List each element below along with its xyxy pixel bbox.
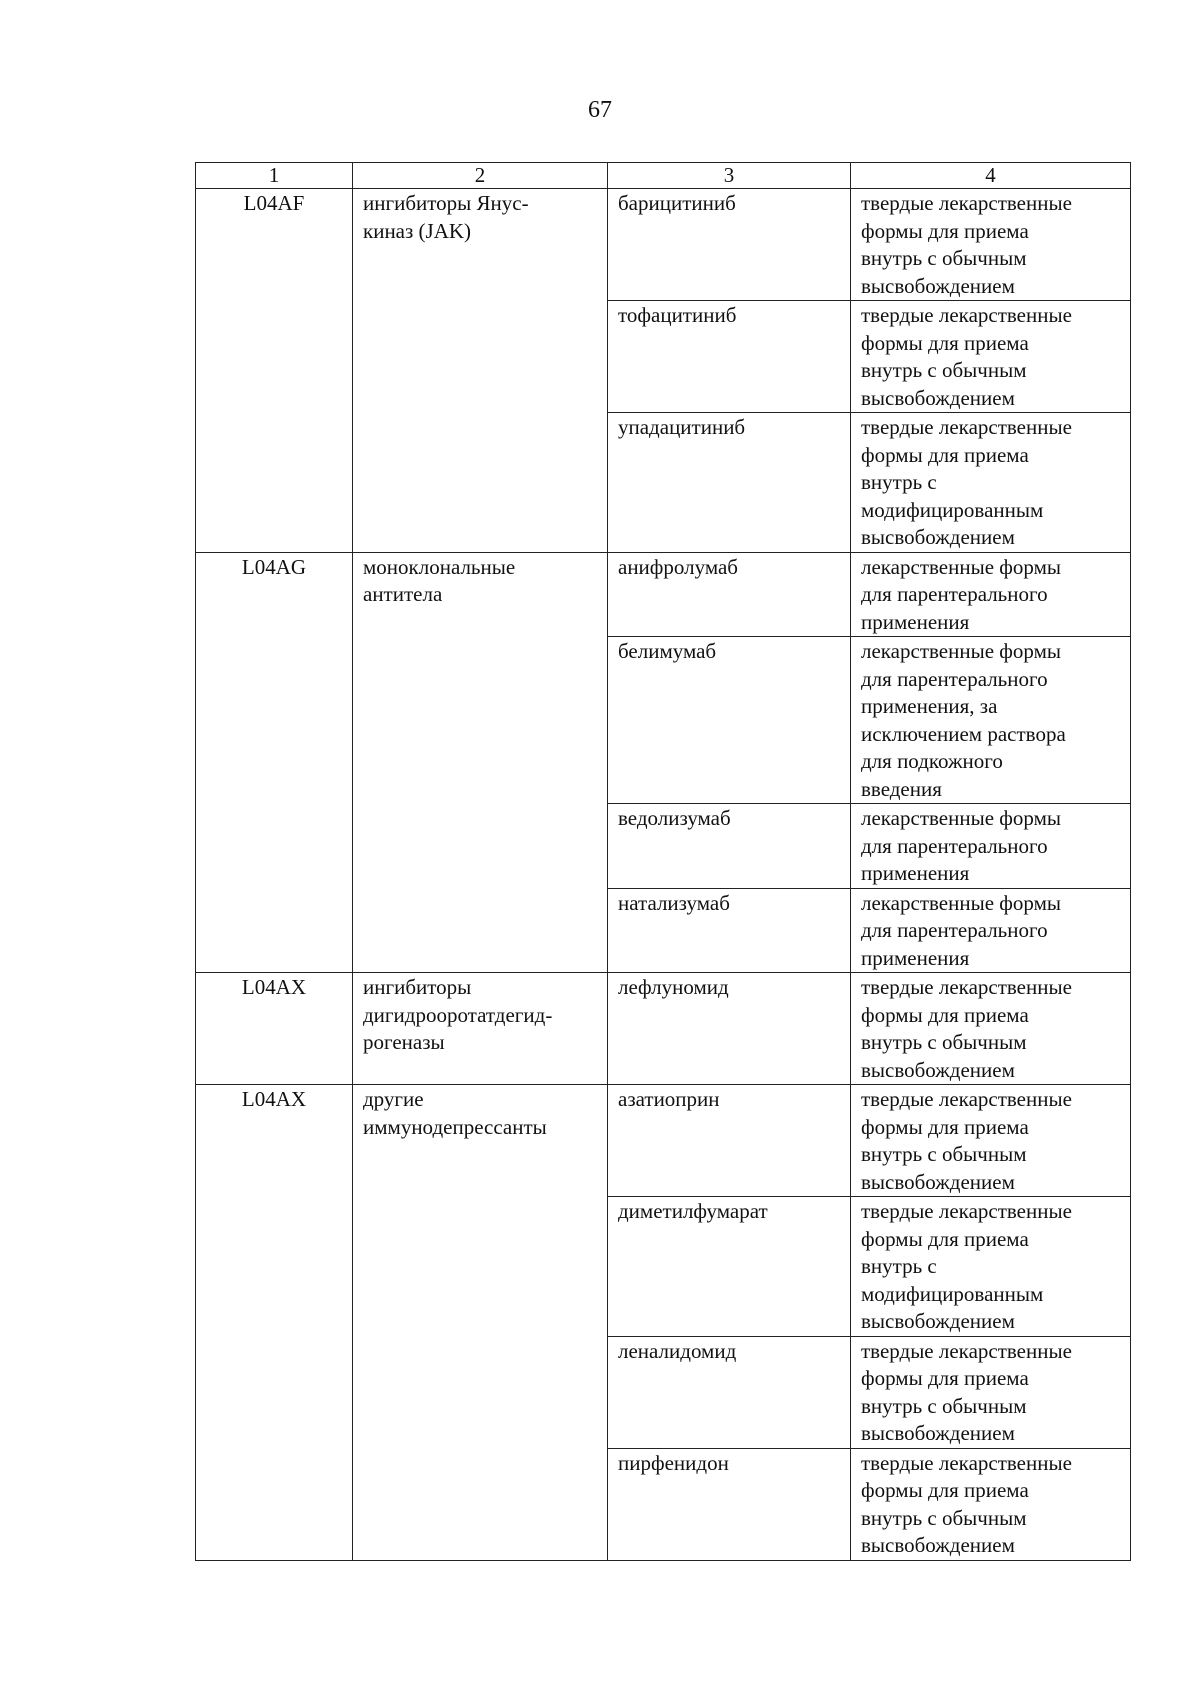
table-row [196, 552, 1131, 637]
dosage-form-cell: твердые лекарственные формы для приема внутрь с обычным высвобождением [851, 1448, 1131, 1560]
header-row [196, 163, 1131, 189]
dosage-form-cell: лекарственные формы для парентерального применения, за исключением раствора для подкожного введения [851, 637, 1131, 804]
drug-name-cell: анифролумаб [608, 552, 851, 637]
atc-code-cell: L04AX [196, 973, 353, 1085]
drug-name-cell: упадацитиниб [608, 413, 851, 553]
group-name-cell: ингибиторы дигидрооротатдегид- рогеназы [353, 973, 608, 1085]
atc-code-cell: L04AX [196, 1085, 353, 1561]
group-name-cell: моноклональные антитела [353, 552, 608, 973]
page-number: 67 [588, 97, 612, 123]
drug-name-cell: тофацитиниб [608, 301, 851, 413]
column-header: 2 [353, 163, 608, 189]
column-header: 4 [851, 163, 1131, 189]
drug-name-cell: леналидомид [608, 1336, 851, 1448]
column-header: 3 [608, 163, 851, 189]
table-row [196, 1085, 1131, 1197]
dosage-form-cell: твердые лекарственные формы для приема внутрь с обычным высвобождением [851, 301, 1131, 413]
dosage-form-cell: твердые лекарственные формы для приема внутрь с обычным высвобождением [851, 189, 1131, 301]
drug-name-cell: лефлуномид [608, 973, 851, 1085]
drug-name-cell: белимумаб [608, 637, 851, 804]
dosage-form-cell: твердые лекарственные формы для приема внутрь с обычным высвобождением [851, 1336, 1131, 1448]
dosage-form-cell: твердые лекарственные формы для приема внутрь с модифицированным высвобождением [851, 1197, 1131, 1337]
drug-table [195, 162, 1131, 1561]
group-name-cell: другие иммунодепрессанты [353, 1085, 608, 1561]
dosage-form-cell: твердые лекарственные формы для приема внутрь с обычным высвобождением [851, 973, 1131, 1085]
drug-name-cell: ведолизумаб [608, 804, 851, 889]
drug-name-cell: азатиоприн [608, 1085, 851, 1197]
table-row [196, 973, 1131, 1085]
drug-name-cell: натализумаб [608, 888, 851, 973]
column-header: 1 [196, 163, 353, 189]
drug-name-cell: диметилфумарат [608, 1197, 851, 1337]
group-name-cell: ингибиторы Янус- киназ (JAK) [353, 189, 608, 553]
dosage-form-cell: лекарственные формы для парентерального применения [851, 552, 1131, 637]
dosage-form-cell: твердые лекарственные формы для приема внутрь с модифицированным высвобождением [851, 413, 1131, 553]
dosage-form-cell: лекарственные формы для парентерального применения [851, 804, 1131, 889]
atc-code-cell: L04AF [196, 189, 353, 553]
drug-name-cell: пирфенидон [608, 1448, 851, 1560]
drug-name-cell: барицитиниб [608, 189, 851, 301]
table-row [196, 189, 1131, 301]
dosage-form-cell: твердые лекарственные формы для приема внутрь с обычным высвобождением [851, 1085, 1131, 1197]
dosage-form-cell: лекарственные формы для парентерального применения [851, 888, 1131, 973]
atc-code-cell: L04AG [196, 552, 353, 973]
